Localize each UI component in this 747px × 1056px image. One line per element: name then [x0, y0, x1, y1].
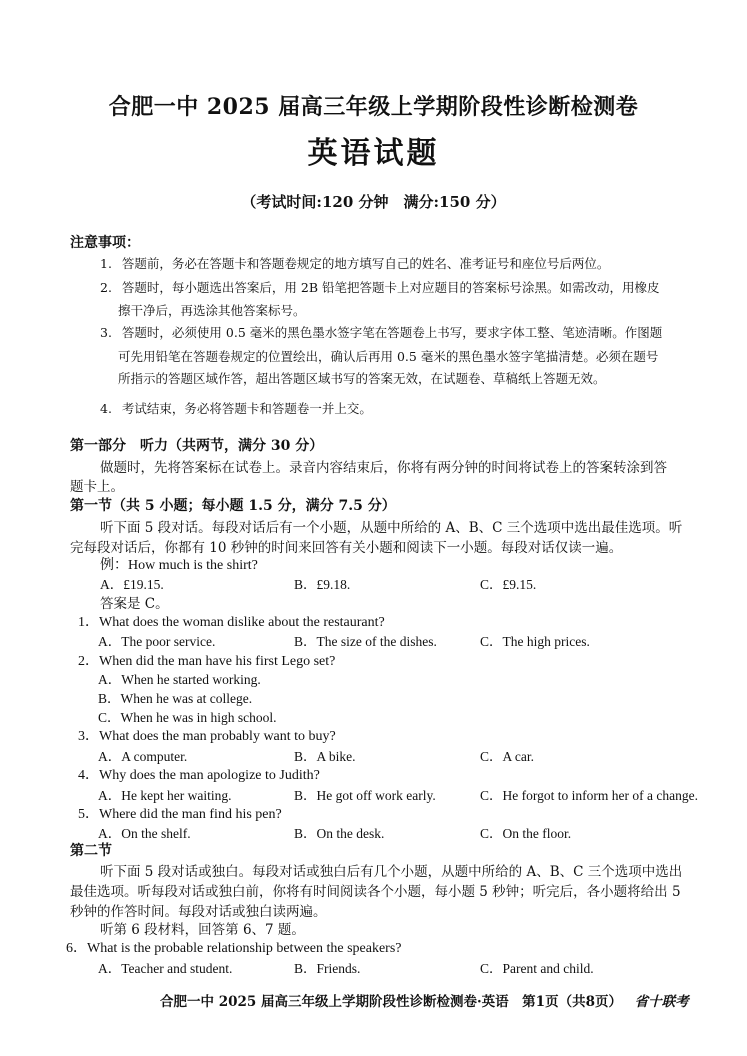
note-number: 4. — [100, 401, 112, 416]
q5-option-b: B．On the desk. — [294, 826, 385, 841]
q3-option-b: B．A bike. — [294, 749, 356, 764]
note-item — [100, 275, 660, 300]
q5-option-c: C．On the floor. — [480, 826, 572, 841]
example-option-c: C．£9.15. — [480, 577, 537, 592]
question-5: 5．Where did the man find his pen? — [78, 807, 282, 822]
note-text: 答题时，必须使用 0.5 毫米的黑色墨水签字笔在答题卷上书写，要求字体工整、笔迹清晰。作图题 — [121, 325, 663, 340]
q2-option-a: A．When he started working. — [98, 672, 261, 687]
note-item — [100, 320, 662, 345]
part1-intro: 做题时，先将答案标在试卷上。录音内容结束后，你将有两分钟的时间将试卷上的答案转涂到答 — [100, 460, 667, 476]
q2-option-b: B．When he was at college. — [98, 691, 253, 706]
question-4: 4．Why does the man apologize to Judith? — [78, 768, 320, 783]
note-text: 擦干净后，再选涂其他答案标号。 — [118, 303, 306, 318]
example-question: 例：How much is the shirt? — [100, 558, 258, 573]
notes-heading: 注意事项： — [70, 235, 140, 251]
page-footer — [160, 990, 689, 1010]
q6-option-c: C．Parent and child. — [480, 961, 594, 976]
section2-intro: 秒钟的作答时间。每段对话或独白读两遍。 — [70, 904, 327, 920]
section2-heading: 第二节 — [70, 843, 112, 859]
question-3: 3．What does the man probably want to buy? — [78, 729, 336, 744]
note-number: 2. — [100, 280, 112, 295]
material-note: 听第 6 段材料，回答第 6、7 题。 — [100, 922, 305, 938]
part1-heading: 第一部分 听力（共两节，满分 30 分） — [70, 438, 324, 454]
note-text: 答题时，每小题选出答案后，用 2B 铅笔把答题卡上对应题目的答案标号涂黑。如需改动，用橡皮 — [121, 280, 660, 295]
note-number: 1. — [100, 256, 112, 271]
section2-intro: 听下面 5 段对话或独白。每段对话或独白后有几个小题，从题中所给的 A、B、C 三个选项中选出 — [100, 864, 683, 880]
q1-option-c: C．The high prices. — [480, 634, 590, 649]
q3-option-a: A．A computer. — [98, 749, 188, 764]
footer-brand: 省十联考 — [634, 994, 689, 1010]
q3-option-c: C．A car. — [480, 749, 534, 764]
example-answer: 答案是 C。 — [100, 596, 169, 612]
q4-option-b: B．He got off work early. — [294, 788, 436, 803]
question-1: 1．What does the woman dislike about the restaurant? — [78, 615, 385, 630]
footer-text: 合肥一中 2025 届高三年级上学期阶段性诊断检测卷·英语 第1页（共8页） — [160, 994, 622, 1010]
note-text: 答题前，务必在答题卡和答题卷规定的地方填写自己的姓名、准考证号和座位号后两位。 — [121, 256, 610, 271]
q4-option-a: A．He kept her waiting. — [98, 788, 232, 803]
section1-intro: 完每段对话后，你都有 10 秒钟的时间来回答有关小题和阅读下一小题。每段对话仅读一遍。 — [70, 540, 623, 556]
note-number: 3. — [100, 325, 112, 340]
note-text: 所指示的答题区域作答，超出答题区域书写的答案无效，在试题卷、草稿纸上答题无效。 — [118, 371, 606, 386]
note-item — [100, 251, 609, 276]
note-text: 可先用铅笔在答题卷规定的位置绘出，确认后再用 0.5 毫米的黑色墨水签字笔描清楚。必须在题号 — [118, 349, 659, 364]
exam-info: （考试时间:120 分钟 满分:150 分） — [241, 193, 506, 211]
note-text: 考试结束，务必将答题卡和答题卷一并上交。 — [121, 401, 372, 416]
q2-option-c: C．When he was in high school. — [98, 710, 277, 725]
part1-intro: 题卡上。 — [70, 479, 124, 495]
note-item — [100, 396, 372, 421]
q6-option-a: A．Teacher and student. — [98, 961, 233, 976]
q1-option-b: B．The size of the dishes. — [294, 634, 437, 649]
section1-heading: 第一节（共 5 小题；每小题 1.5 分，满分 7.5 分） — [70, 498, 396, 514]
example-option-b: B．£9.18. — [294, 577, 351, 592]
section2-intro: 最佳选项。听每段对话或独白前，你将有时间阅读各个小题，每小题 5 秒钟；听完后，各小题将给出 5 — [70, 884, 681, 900]
question-6: 6．What is the probable relationship between the speakers? — [66, 941, 402, 956]
subject-title: 英语试题 — [307, 136, 440, 171]
q5-option-a: A．On the shelf. — [98, 826, 191, 841]
section1-intro: 听下面 5 段对话。每段对话后有一个小题，从题中所给的 A、B、C 三个选项中选出最佳选项。听 — [100, 520, 683, 536]
q6-option-b: B．Friends. — [294, 961, 361, 976]
example-option-a: A．£19.15. — [100, 577, 164, 592]
q1-option-a: A．The poor service. — [98, 634, 216, 649]
q4-option-c: C．He forgot to inform her of a change. — [480, 788, 698, 803]
exam-title: 合肥一中 2025 届高三年级上学期阶段性诊断检测卷 — [108, 94, 639, 120]
question-2: 2．When did the man have his first Lego set? — [78, 654, 336, 669]
